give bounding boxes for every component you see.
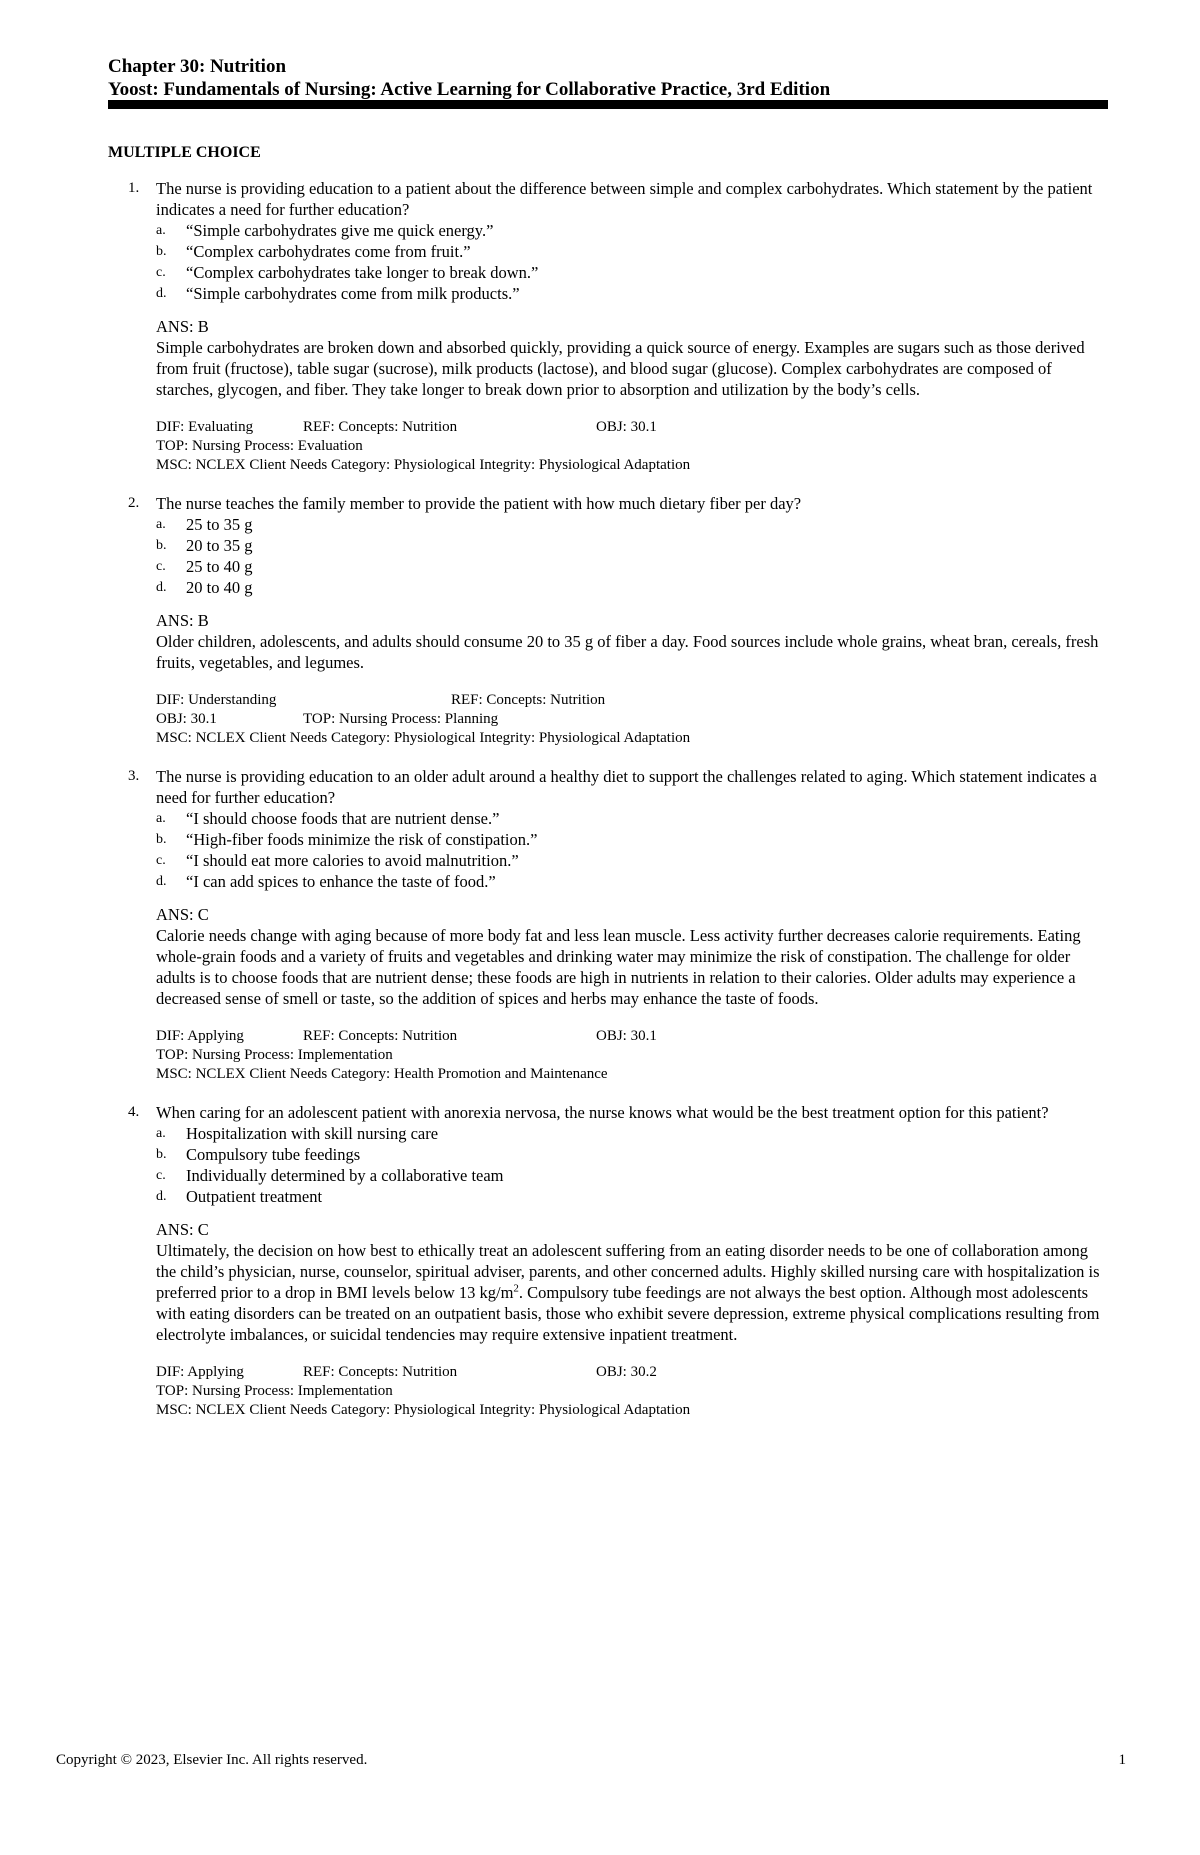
copyright-notice: Copyright © 2023, Elsevier Inc. All rights reserved. [56, 1752, 368, 1768]
option-text: Individually determined by a collaborative team [186, 1166, 504, 1185]
question-4 [108, 1102, 1108, 1420]
option-text: “Complex carbohydrates take longer to break down.” [186, 263, 539, 282]
option-letter: b. [156, 1147, 167, 1162]
answer-key: ANS: C [156, 1220, 209, 1239]
question-metadata [156, 1363, 1108, 1420]
answer-key: ANS: B [156, 317, 209, 336]
option-letter: b. [156, 538, 167, 553]
rationale: Older children, adolescents, and adults should consume 20 to 35 g of fiber a day. Food sources include whole grains, wheat bran, cereals, fresh fruits, vegetables, and legumes. [156, 632, 1099, 672]
objective: OBJ: 30.1 [156, 711, 217, 727]
chapter-title: Chapter 30: Nutrition [108, 56, 287, 77]
option-b [156, 1144, 1108, 1165]
option-text: Outpatient treatment [186, 1187, 323, 1206]
option-b [156, 535, 1108, 556]
option-text: Hospitalization with skill nursing care [186, 1124, 439, 1143]
client-needs: MSC: NCLEX Client Needs Category: Health Promotion and Maintenance [156, 1066, 608, 1082]
superscript-2: 2 [513, 1282, 519, 1295]
answer-options [156, 1123, 1108, 1207]
difficulty: DIF: Applying [156, 1028, 244, 1044]
option-a [156, 220, 1108, 241]
answer-options [156, 808, 1108, 892]
option-text: “Complex carbohydrates come from fruit.” [186, 242, 471, 261]
option-letter: b. [156, 244, 167, 259]
option-text: “High-fiber foods minimize the risk of constipation.” [186, 830, 538, 849]
book-title: Yoost: Fundamentals of Nursing: Active Learning for Collaborative Practice, 3rd Edition [108, 79, 831, 100]
option-letter: c. [156, 853, 166, 868]
rationale-part-2: . Compulsory tube feedings are not always the best option. Although most adolescents with eating disorders can be treated on an outpatient basis, those who exhibit severe depression, extreme physical complications resulting from electrolyte imbalances, or suicidal tendencies may require extensive inpatient treatment. [156, 1283, 1100, 1344]
option-c [156, 556, 1108, 577]
question-stem: The nurse is providing education to a patient about the difference between simple and complex carbohydrates. Which statement by the patient indicates a need for further education? [156, 179, 1093, 219]
option-text: “Simple carbohydrates give me quick energy.” [186, 221, 494, 240]
header-rule [108, 100, 1108, 109]
answer-options [156, 514, 1108, 598]
option-text: “I can add spices to enhance the taste of food.” [186, 872, 496, 891]
difficulty: DIF: Applying [156, 1364, 244, 1380]
objective: OBJ: 30.1 [596, 419, 657, 435]
option-letter: a. [156, 1126, 166, 1141]
option-d [156, 283, 1108, 304]
difficulty: DIF: Understanding [156, 692, 277, 708]
option-c [156, 262, 1108, 283]
reference: REF: Concepts: Nutrition [303, 1028, 458, 1044]
question-number: 1. [128, 180, 140, 196]
answer-options [156, 220, 1108, 304]
option-text: 25 to 35 g [186, 515, 253, 534]
section-title: MULTIPLE CHOICE [108, 144, 261, 161]
question-number: 2. [128, 495, 140, 511]
difficulty: DIF: Evaluating [156, 419, 254, 435]
page-header [108, 55, 1108, 101]
question-3 [108, 766, 1108, 1084]
reference: REF: Concepts: Nutrition [451, 692, 606, 708]
option-c [156, 1165, 1108, 1186]
option-letter: a. [156, 223, 166, 238]
question-stem: The nurse teaches the family member to provide the patient with how much dietary fiber per day? [156, 494, 802, 513]
client-needs: MSC: NCLEX Client Needs Category: Physiological Integrity: Physiological Adaptation [156, 1402, 691, 1418]
question-stem: The nurse is providing education to an older adult around a healthy diet to support the challenges related to aging. Which statement indicates a need for further education? [156, 767, 1097, 807]
option-d [156, 577, 1108, 598]
question-metadata [156, 691, 1108, 748]
option-letter: c. [156, 265, 166, 280]
rationale [156, 1240, 1108, 1345]
option-b [156, 241, 1108, 262]
answer-key: ANS: C [156, 905, 209, 924]
option-letter: a. [156, 811, 166, 826]
option-a [156, 808, 1108, 829]
option-d [156, 871, 1108, 892]
option-text: “Simple carbohydrates come from milk products.” [186, 284, 520, 303]
option-text: 20 to 35 g [186, 536, 253, 555]
question-list [108, 178, 1108, 1438]
option-text: Compulsory tube feedings [186, 1145, 361, 1164]
question-stem: When caring for an adolescent patient with anorexia nervosa, the nurse knows what would be the best treatment option for this patient? [156, 1103, 1049, 1122]
topic: TOP: Nursing Process: Implementation [156, 1383, 393, 1399]
reference: REF: Concepts: Nutrition [303, 1364, 458, 1380]
question-metadata [156, 1027, 1108, 1084]
option-letter: d. [156, 874, 167, 889]
option-letter: a. [156, 517, 166, 532]
option-letter: c. [156, 559, 166, 574]
question-number: 3. [128, 768, 140, 784]
question-1 [108, 178, 1108, 475]
question-number: 4. [128, 1104, 140, 1120]
rationale: Simple carbohydrates are broken down and absorbed quickly, providing a quick source of energy. Examples are sugars such as those derived from fruit (fructose), table sugar (sucrose), milk products (lactose), and blood sugar (glucose). Complex carbohydrates are composed of starches, glycogen, and fiber. They take longer to break down prior to absorption and utilization by the body’s cells. [156, 338, 1085, 399]
page-footer [56, 1750, 1126, 1771]
option-text: 25 to 40 g [186, 557, 253, 576]
rationale: Calorie needs change with aging because of more body fat and less lean muscle. Less activity further decreases calorie requirements. Eating whole-grain foods and a variety of fruits and vegetables and drinking water may minimize the risk of constipation. The challenge for older adults is to choose foods that are nutrient dense; these foods are high in nutrients in relation to their calories. Older adults may experience a decreased sense of smell or taste, so the addition of spices and herbs may enhance the taste of foods. [156, 926, 1081, 1008]
objective: OBJ: 30.2 [596, 1364, 657, 1380]
client-needs: MSC: NCLEX Client Needs Category: Physiological Integrity: Physiological Adaptation [156, 457, 691, 473]
question-metadata [156, 418, 1108, 475]
topic: TOP: Nursing Process: Implementation [156, 1047, 393, 1063]
page-number: 1 [1118, 1752, 1126, 1768]
option-a [156, 1123, 1108, 1144]
option-letter: d. [156, 286, 167, 301]
option-text: 20 to 40 g [186, 578, 253, 597]
rationale-part-1: Ultimately, the decision on how best to ethically treat an adolescent suffering from an eating disorder needs to be one of collaboration among the child’s physician, nurse, counselor, spiritual adviser, parents, and other concerned adults. Highly skilled nursing care with hospitalization is preferred prior to a drop in BMI levels below 13 kg/m [156, 1241, 1100, 1302]
option-letter: d. [156, 580, 167, 595]
topic: TOP: Nursing Process: Evaluation [156, 438, 363, 454]
option-letter: d. [156, 1189, 167, 1204]
topic: TOP: Nursing Process: Planning [303, 711, 499, 727]
question-2 [108, 493, 1108, 748]
client-needs: MSC: NCLEX Client Needs Category: Physiological Integrity: Physiological Adaptation [156, 730, 691, 746]
option-letter: b. [156, 832, 167, 847]
answer-key: ANS: B [156, 611, 209, 630]
option-c [156, 850, 1108, 871]
option-text: “I should choose foods that are nutrient dense.” [186, 809, 500, 828]
option-b [156, 829, 1108, 850]
objective: OBJ: 30.1 [596, 1028, 657, 1044]
option-d [156, 1186, 1108, 1207]
option-letter: c. [156, 1168, 166, 1183]
reference: REF: Concepts: Nutrition [303, 419, 458, 435]
option-a [156, 514, 1108, 535]
option-text: “I should eat more calories to avoid malnutrition.” [186, 851, 519, 870]
